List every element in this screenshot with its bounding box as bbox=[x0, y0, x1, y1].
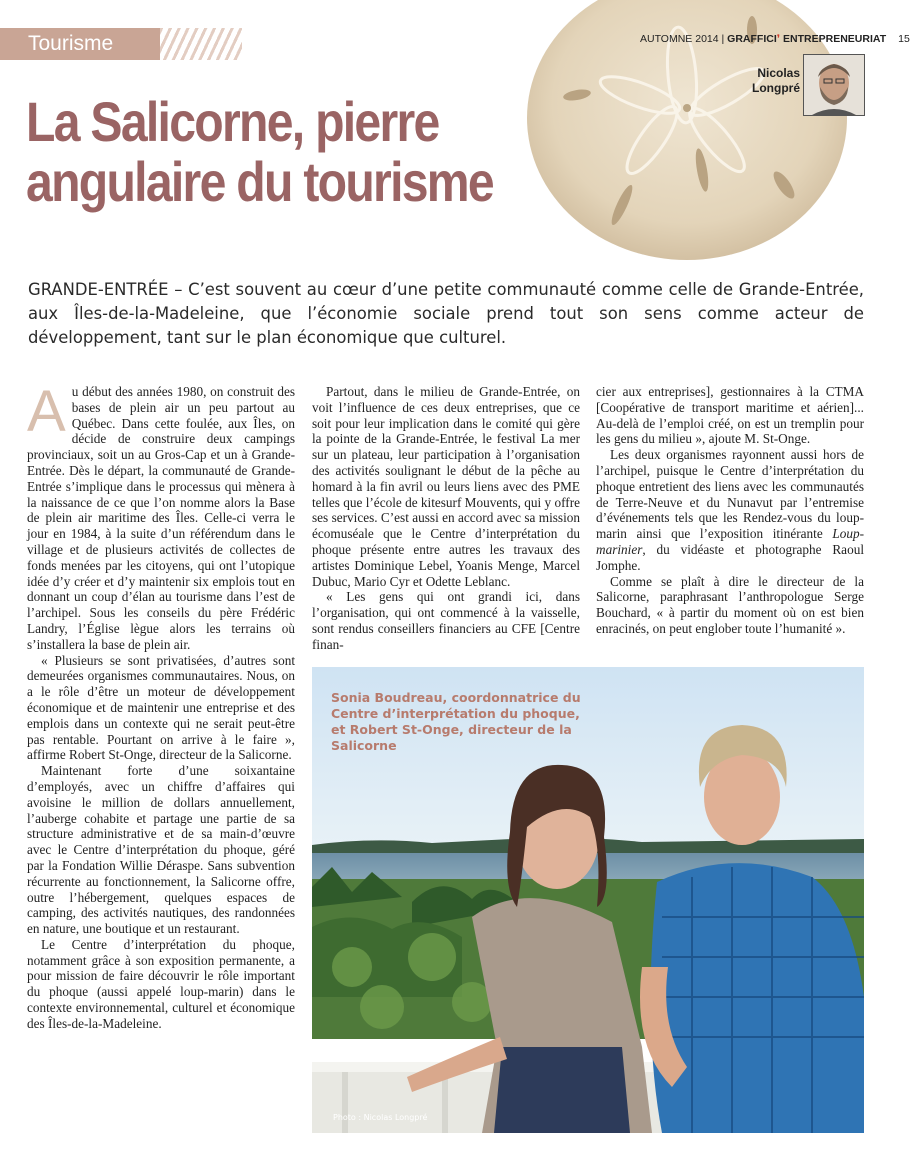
page-title bbox=[26, 90, 493, 213]
drop-cap: A bbox=[27, 379, 66, 444]
title-line-2: angulaire du tourisme bbox=[26, 150, 493, 213]
article-column-2 bbox=[312, 384, 580, 653]
author-byline bbox=[742, 66, 800, 96]
brand-graffici: GRAFFICI bbox=[727, 33, 777, 45]
photo-caption: Sonia Boudreau, coordonnatrice du Centre d’interprétation du phoque, et Robert St-Onge, directeur de la Salicorne bbox=[331, 690, 581, 753]
paragraph: cier aux entreprises], gestionnaires à la CTMA [Coopérative de transport maritime et aérien]... Au-delà de l’emploi créé, on est un tremplin pour les gens du milieu », ajoute M. St-Onge. bbox=[596, 384, 864, 447]
paragraph-text: Les deux organismes rayonnent aussi hors de l’archipel, puisque le Centre d’interprétation du phoque entretient des liens avec les communautés de Terre-Neuve et du Nunavut par l’entremise d’événements tels que les Rendez-vous du loup-marin ainsi que l’exposition itinérante bbox=[596, 447, 864, 542]
paragraph-text: , du vidéaste et photographe Raoul Jomphe. bbox=[596, 541, 864, 573]
author-first-name: Nicolas bbox=[757, 66, 800, 80]
brand-entrepreneuriat: ENTREPRENEURIAT bbox=[780, 33, 887, 45]
section-tag-hatch bbox=[160, 28, 242, 60]
article-column-3 bbox=[596, 384, 864, 637]
paragraph: « Les gens qui ont grandi ici, dans l’organisation, qui ont commencé à la vaisselle, sont rendus conseillers financiers au CFE [Centre finan- bbox=[312, 589, 580, 652]
flame-icon: ❜ bbox=[776, 33, 781, 45]
author-last-name: Longpré bbox=[752, 81, 800, 95]
photo-credit: Photo : Nicolas Longpré bbox=[333, 1113, 428, 1122]
title-line-1: La Salicorne, pierre bbox=[26, 90, 439, 153]
article-column-1 bbox=[27, 379, 295, 1032]
paragraph: Le Centre d’interprétation du phoque, notamment grâce à son exposition permanente, a pour mission de faire découvrir le rôle important du phoque (aussi appelé loup-marin) dans le contexte environnemental, culturel et économique des Îles-de-la-Madeleine. bbox=[27, 936, 295, 1031]
section-tag bbox=[0, 28, 160, 60]
paragraph: « Plusieurs se sont privatisées, d’autres sont demeurées organismes communautaires. Nous, on a le rôle d’être un moteur de développement économique et de maintenir une entreprise et des emplois dans un contexte qui ne serait peut-être pas rentable. Pourtant on arrive à le faire », affirme Robert St-Onge, directeur de la Salicorne. bbox=[27, 652, 295, 763]
issue-line bbox=[640, 33, 910, 45]
paragraph bbox=[27, 379, 295, 653]
section-label: Tourisme bbox=[28, 32, 114, 55]
exhibition-title: Loup-marinier bbox=[596, 526, 864, 557]
paragraph: Partout, dans le milieu de Grande-Entrée, on voit l’influence de ces deux entreprises, que ce soit pour leur implication dans le comité qui gère la pointe de la Grande-Entrée, le festival La mer sur un plateau, leur participation à l’organisation des activités soulignant le début de la pêche au homard à la fin avril ou leurs liens avec des PME telles que l’école de kitesurf Mouvents, qui y offre ses services. C’est aussi en accord avec sa mission écomuséale que le Centre d’interprétation du phoque présente entre autres les travaux des artistes Dominique Lebel, Yoanis Menge, Marcel Dubuc, Mario Cyr et Odette Leblanc. bbox=[312, 384, 580, 589]
page-number: 15 bbox=[898, 33, 910, 45]
paragraph: Comme se plaît à dire le directeur de la Salicorne, paraphrasant l’anthropologue Serge Bouchard, « à partir du moment où on est bien enracinés, on peut englober toute l’humanité ». bbox=[596, 573, 864, 636]
paragraph: Maintenant forte d’une soixantaine d’employés, avec un chiffre d’affaires qui avoisine le million de dollars annuellement, l’auberge cohabite et partage une partie de sa structure administrative et de sa main-d’œuvre avec le Centre d’interprétation du phoque, géré par la Fondation Willie Déraspe. Sans subvention récurrente au fonctionnement, la Salicorne offre, outre l’hébergement, quelques espaces de camping, des activités nautiques, des randonnées en nature, une boutique et un restaurant. bbox=[27, 763, 295, 937]
issue-date: AUTOMNE 2014 | bbox=[640, 33, 728, 45]
lead-paragraph: GRANDE-ENTRÉE – C’est souvent au cœur d’une petite communauté comme celle de Grande-Entrée, aux Îles-de-la-Madeleine, que l’économie sociale prend tout son sens comme acteur de développement, tant sur le plan économique que culturel. bbox=[28, 280, 864, 347]
paragraph bbox=[596, 447, 864, 573]
author-portrait bbox=[803, 54, 865, 116]
paragraph-text: u début des années 1980, on construit des bases de plein air un peu partout au Québec. Dans cette foulée, aux Îles, on décide de construire deux campings provinciaux, soit un au Gros-Cap et un à Grande-Entrée. Dès le départ, la communauté de Grande-Entrée s’implique dans le processus qui mènera à la naissance de ce que l’on nomme alors la Base de plein air maritime des Îles. Celle-ci verra le jour en 1984, à la suite d’un référendum dans le village et de plusieurs activités de collectes de fonds menées par les citoyens, qui ont l’utopique idée d’y créer et d’y maintenir six emplois tout en donnant un coup d’élan au tourisme dans l’est de l’archipel. Sous les conseils du père Frédéric Landry, l’Église lègue alors les terrains où s’installera la base de plein air. bbox=[27, 384, 295, 652]
